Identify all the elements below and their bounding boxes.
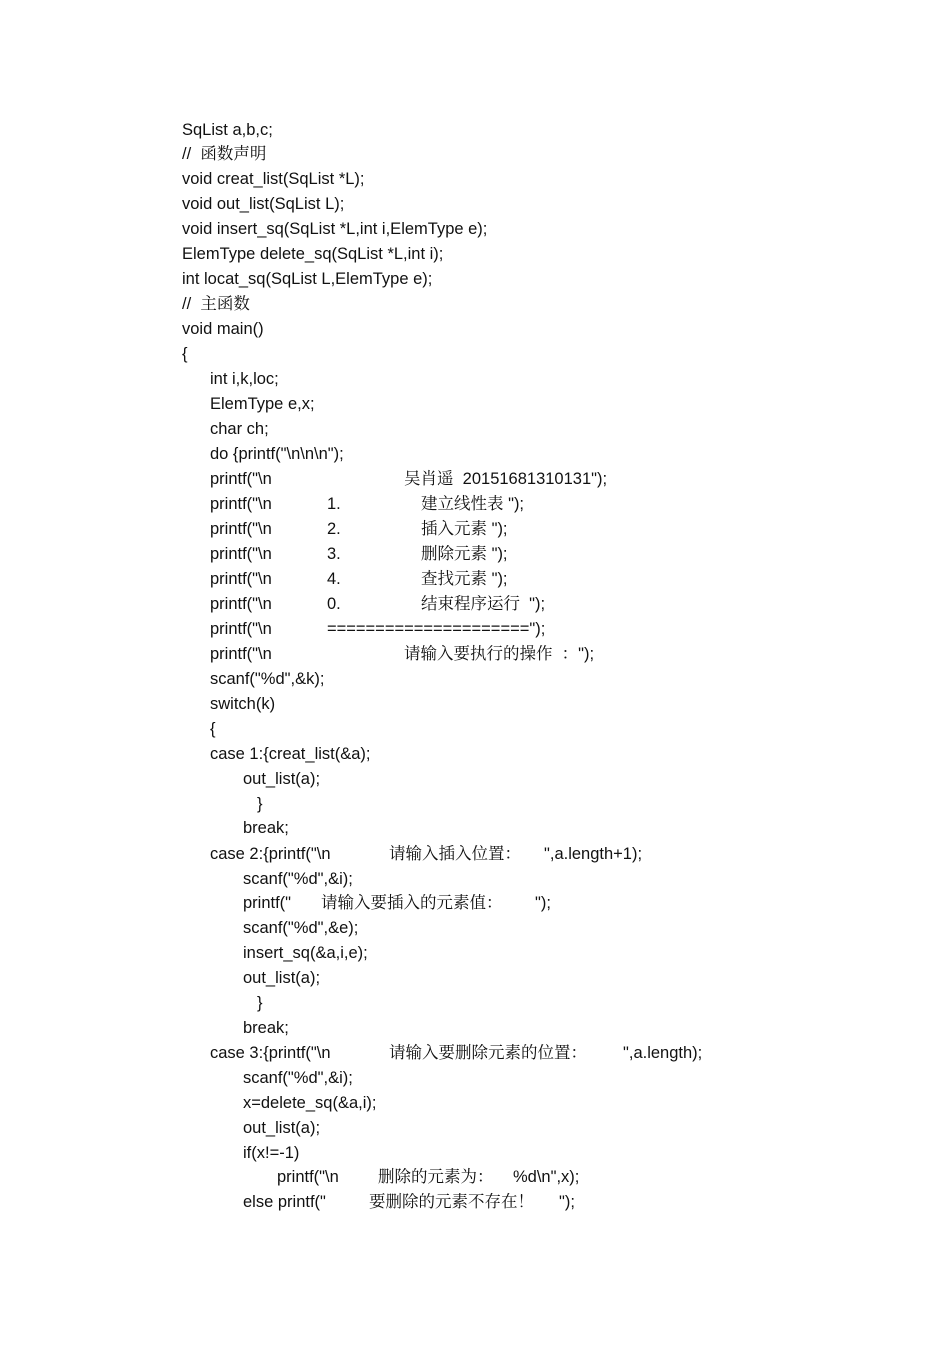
code-line: out_list(a); [243,1119,321,1137]
code-segment: ",a.length+1); [544,845,643,863]
code-segment: 请输入要执行的操作 ："); [404,645,595,663]
code-segment: printf("\n [210,595,272,613]
code-line: void out_list(SqList L); [182,195,345,213]
code-line: out_list(a); [243,969,321,987]
code-segment: "); [559,1193,575,1211]
code-line: break; [243,1019,289,1037]
code-line: int locat_sq(SqList L,ElemType e); [182,270,433,288]
code-comment: // 主函数 [182,295,250,313]
code-line: scanf("%d",&k); [210,670,325,688]
code-line [243,1192,603,1292]
code-segment: %d\n",x); [513,1168,580,1186]
code-line: do {printf("\n\n\n"); [210,445,344,463]
code-segment: printf("\n [277,1168,339,1186]
code-line: int i,k,loc; [210,370,279,388]
code-line: insert_sq(&a,i,e); [243,944,368,962]
code-segment: 请输入要插入的元素值： [321,894,503,912]
code-segment: 请输入要删除元素的位置： [389,1044,587,1062]
code-line: } [257,994,263,1012]
code-line: } [257,795,263,813]
code-segment: printf("\n [210,545,272,563]
code-segment: 插入元素 "); [421,520,508,538]
code-segment: printf("\n [210,520,272,538]
code-line: case 1:{creat_list(&a); [210,745,371,763]
code-line: scanf("%d",&i); [243,1069,353,1087]
code-segment: printf("\n [210,620,272,638]
code-segment: printf("\n [210,470,272,488]
code-segment: case 2:{printf("\n [210,845,331,863]
code-line: void insert_sq(SqList *L,int i,ElemType e); [182,220,488,238]
code-segment: 结束程序运行 "); [421,595,546,613]
code-line: switch(k) [210,695,276,713]
code-line: { [210,720,216,738]
code-segment: ",a.length); [623,1044,703,1062]
code-segment: 2. [327,520,341,538]
code-line: scanf("%d",&i); [243,870,353,888]
code-line: out_list(a); [243,770,321,788]
code-segment: 1. [327,495,341,513]
code-segment: printf("\n [210,645,272,663]
code-line: if(x!=-1) [243,1144,300,1162]
code-line: x=delete_sq(&a,i); [243,1094,377,1112]
code-segment: 吴肖遥 20151681310131"); [404,470,608,488]
code-segment: printf("\n [210,495,272,513]
code-segment: 请输入插入位置： [389,845,521,863]
code-line: char ch; [210,420,269,438]
code-line: scanf("%d",&e); [243,919,359,937]
code-segment: ====================="); [327,620,546,638]
code-segment: printf(" [243,894,292,912]
code-segment: case 3:{printf("\n [210,1044,331,1062]
code-line: SqList a,b,c; [182,121,273,139]
code-segment: 4. [327,570,341,588]
code-segment: 删除的元素为： [378,1168,494,1186]
code-line: break; [243,819,289,837]
code-segment: 要删除的元素不存在！ [369,1193,534,1211]
code-line: ElemType e,x; [210,395,315,413]
code-segment: 删除元素 "); [421,545,508,563]
code-segment: 3. [327,545,341,563]
code-segment: else printf(" [243,1193,326,1211]
code-segment: 建立线性表 "); [421,495,525,513]
code-segment: "); [535,894,551,912]
code-segment: 0. [327,595,341,613]
code-segment: printf("\n [210,570,272,588]
code-line: ElemType delete_sq(SqList *L,int i); [182,245,444,263]
code-comment: // 函数声明 [182,145,267,163]
code-line: void main() [182,320,264,338]
code-line: { [182,345,188,363]
code-segment: 查找元素 "); [421,570,508,588]
code-line: void creat_list(SqList *L); [182,170,365,188]
